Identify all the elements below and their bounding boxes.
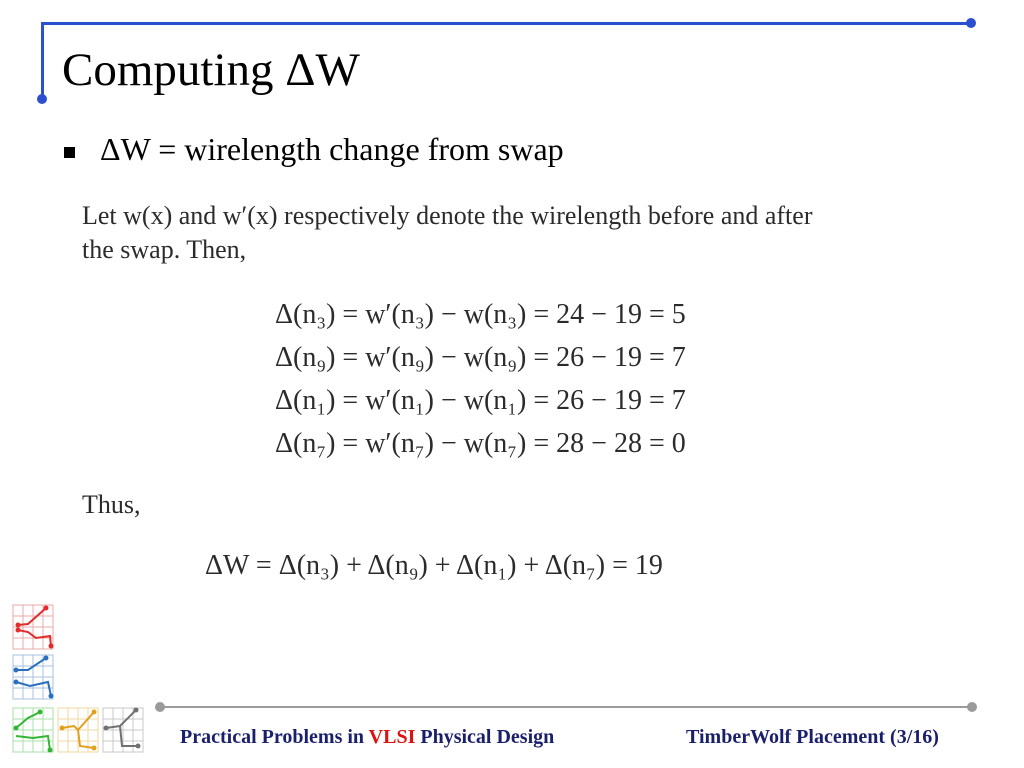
intro-line-2: the swap. Then, <box>82 235 247 264</box>
frame-dot-left <box>37 94 47 104</box>
slide-title: Computing ΔW <box>62 44 360 96</box>
equation-n3: Δ(n₃) = w′(n₃) − w(n₃) = 24 − 19 = 5 <box>275 299 686 330</box>
footer-course-title <box>180 726 554 749</box>
frame-left-line <box>41 22 44 99</box>
frame-top-line <box>41 22 971 25</box>
logo-blue-grid <box>13 655 53 699</box>
footer-dot-left <box>155 702 165 712</box>
footer-course-prefix: Practical Problems in <box>180 726 369 748</box>
footer-slide-number: TimberWolf Placement (3/16) <box>686 726 939 748</box>
footer-divider <box>160 706 972 708</box>
equation-n9: Δ(n₉) = w′(n₉) − w(n₉) = 26 − 19 = 7 <box>275 342 686 373</box>
bullet-square-icon <box>64 147 75 158</box>
intro-line-1: Let w(x) and w′(x) respectively denote the wirelength before and after <box>82 201 813 230</box>
final-equation: ΔW = Δ(n₃) + Δ(n₉) + Δ(n₁) + Δ(n₇) = 19 <box>205 550 663 581</box>
thus-label: Thus, <box>82 490 141 519</box>
bullet-text: ΔW = wirelength change from swap <box>100 131 564 167</box>
equation-n1: Δ(n₁) = w′(n₁) − w(n₁) = 26 − 19 = 7 <box>275 385 686 416</box>
grid-logo-icon <box>8 600 148 760</box>
frame-dot-top-right <box>966 18 976 28</box>
footer-course-accent: VLSI <box>368 726 416 748</box>
footer-course-suffix: Physical Design <box>415 726 555 748</box>
equation-n7: Δ(n₇) = w′(n₇) − w(n₇) = 28 − 28 = 0 <box>275 428 686 459</box>
footer-dot-right <box>967 702 977 712</box>
